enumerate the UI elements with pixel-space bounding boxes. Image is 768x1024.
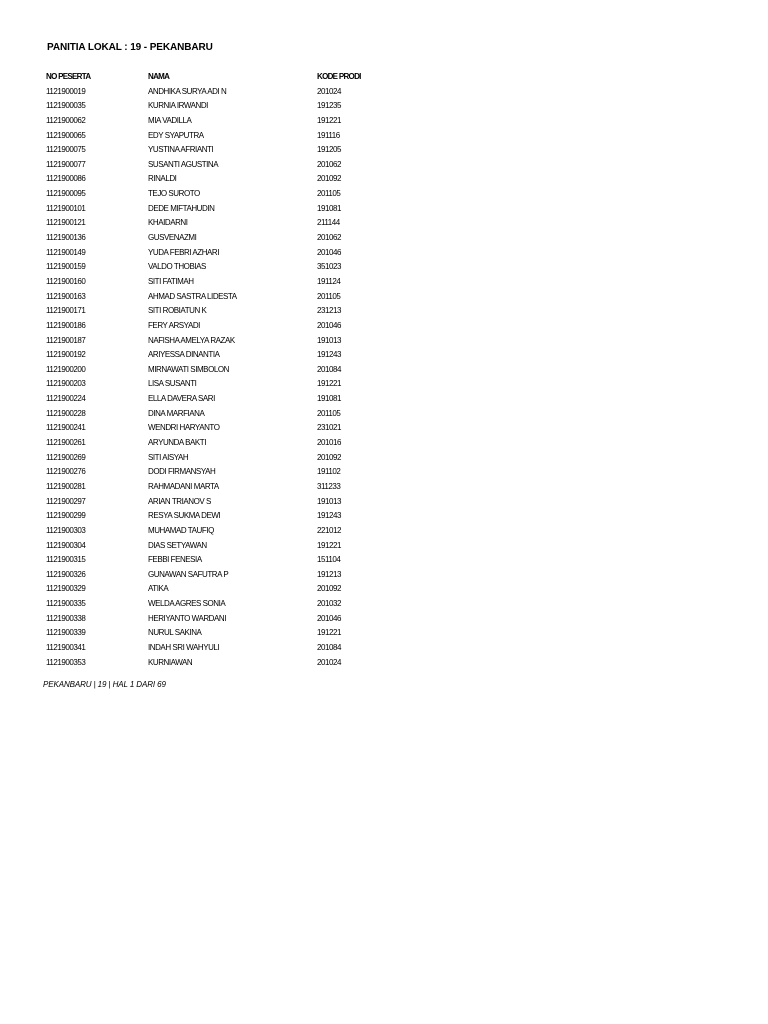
cell-kode-prodi: 201084 <box>317 642 341 652</box>
cell-kode-prodi: 191124 <box>317 276 341 286</box>
cell-no-peserta: 1121900281 <box>46 481 86 491</box>
table-row <box>46 495 406 510</box>
table-row <box>46 129 406 144</box>
table-row <box>46 421 406 436</box>
cell-no-peserta: 1121900203 <box>46 379 86 389</box>
cell-no-peserta: 1121900163 <box>46 291 86 301</box>
table-row <box>46 509 406 524</box>
cell-no-peserta: 1121900086 <box>46 174 86 184</box>
table-header-row <box>46 70 406 85</box>
cell-no-peserta: 1121900341 <box>46 642 86 652</box>
cell-nama: RESYA SUKMA DEWI <box>148 511 221 521</box>
cell-no-peserta: 1121900065 <box>46 130 86 140</box>
cell-nama: DINA MARFIANA <box>148 408 205 418</box>
table-row <box>46 568 406 583</box>
cell-nama: AHMAD SASTRA LIDESTA <box>148 291 237 301</box>
document-title: PANITIA LOKAL : 19 - PEKANBARU <box>47 42 213 53</box>
cell-nama: NAFISHA AMELYA RAZAK <box>148 335 235 345</box>
cell-no-peserta: 1121900187 <box>46 335 86 345</box>
cell-nama: SITI FATIMAH <box>148 276 194 286</box>
cell-nama: ELLA DAVERA SARI <box>148 394 215 404</box>
table-row <box>46 524 406 539</box>
cell-kode-prodi: 191013 <box>317 496 341 506</box>
table-row <box>46 304 406 319</box>
cell-kode-prodi: 191213 <box>317 569 341 579</box>
table-body <box>46 85 406 671</box>
cell-no-peserta: 1121900338 <box>46 613 86 623</box>
cell-kode-prodi: 211144 <box>317 218 340 228</box>
cell-nama: SUSANTI AGUSTINA <box>148 159 219 169</box>
cell-nama: ARYUNDA BAKTI <box>148 438 207 448</box>
cell-kode-prodi: 221012 <box>317 525 341 535</box>
cell-nama: LISA SUSANTI <box>148 379 197 389</box>
table-row <box>46 407 406 422</box>
cell-nama: SITI ROBIATUN K <box>148 306 207 316</box>
cell-no-peserta: 1121900186 <box>46 320 86 330</box>
cell-kode-prodi: 201092 <box>317 584 341 594</box>
cell-no-peserta: 1121900353 <box>46 657 86 667</box>
cell-no-peserta: 1121900297 <box>46 496 86 506</box>
cell-nama: MUHAMAD TAUFIQ <box>148 525 214 535</box>
cell-kode-prodi: 191243 <box>317 350 341 360</box>
cell-nama: DIAS SETYAWAN <box>148 540 207 550</box>
cell-kode-prodi: 201092 <box>317 174 341 184</box>
cell-no-peserta: 1121900035 <box>46 101 86 111</box>
table-row <box>46 246 406 261</box>
table-row <box>46 465 406 480</box>
cell-kode-prodi: 191081 <box>317 203 341 213</box>
cell-no-peserta: 1121900062 <box>46 115 86 125</box>
cell-kode-prodi: 351023 <box>317 262 341 272</box>
cell-no-peserta: 1121900224 <box>46 394 86 404</box>
cell-kode-prodi: 191221 <box>317 115 341 125</box>
cell-kode-prodi: 191013 <box>317 335 341 345</box>
table-row <box>46 451 406 466</box>
cell-nama: ARIAN TRIANOV S <box>148 496 211 506</box>
cell-kode-prodi: 311233 <box>317 481 341 491</box>
cell-kode-prodi: 201092 <box>317 452 341 462</box>
cell-no-peserta: 1121900241 <box>46 423 86 433</box>
table-row <box>46 260 406 275</box>
cell-no-peserta: 1121900019 <box>46 86 86 96</box>
cell-nama: KURNIA IRWANDI <box>148 101 208 111</box>
cell-kode-prodi: 201016 <box>317 438 341 448</box>
cell-nama: DEDE MIFTAHUDIN <box>148 203 215 213</box>
cell-nama: KURNIAWAN <box>148 657 193 667</box>
table-row <box>46 480 406 495</box>
cell-kode-prodi: 201062 <box>317 159 341 169</box>
cell-no-peserta: 1121900136 <box>46 233 86 243</box>
table-row <box>46 436 406 451</box>
table-row <box>46 597 406 612</box>
cell-kode-prodi: 191221 <box>317 379 341 389</box>
cell-kode-prodi: 201105 <box>317 408 341 418</box>
cell-no-peserta: 1121900276 <box>46 467 86 477</box>
cell-no-peserta: 1121900200 <box>46 364 86 374</box>
table-row <box>46 612 406 627</box>
cell-nama: RINALDI <box>148 174 177 184</box>
cell-kode-prodi: 191221 <box>317 540 341 550</box>
cell-no-peserta: 1121900326 <box>46 569 86 579</box>
cell-no-peserta: 1121900339 <box>46 628 86 638</box>
cell-nama: GUNAWAN SAFUTRA P <box>148 569 229 579</box>
table-row <box>46 231 406 246</box>
cell-nama: MIRNAWATI SIMBOLON <box>148 364 229 374</box>
cell-no-peserta: 1121900149 <box>46 247 86 257</box>
column-header-kode-prodi: KODE PRODI <box>317 72 361 81</box>
cell-no-peserta: 1121900329 <box>46 584 86 594</box>
cell-kode-prodi: 201046 <box>317 613 341 623</box>
cell-nama: VALDO THOBIAS <box>148 262 206 272</box>
cell-nama: INDAH SRI WAHYULI <box>148 642 220 652</box>
cell-kode-prodi: 231021 <box>317 423 341 433</box>
table-row <box>46 539 406 554</box>
table-row <box>46 114 406 129</box>
cell-no-peserta: 1121900192 <box>46 350 86 360</box>
page-footer: PEKANBARU | 19 | HAL 1 DARI 69 <box>43 680 166 689</box>
table-row <box>46 641 406 656</box>
cell-no-peserta: 1121900261 <box>46 438 86 448</box>
cell-kode-prodi: 191243 <box>317 511 341 521</box>
cell-no-peserta: 1121900160 <box>46 276 86 286</box>
participant-table <box>46 70 406 670</box>
table-row <box>46 582 406 597</box>
cell-no-peserta: 1121900095 <box>46 189 86 199</box>
cell-kode-prodi: 151104 <box>317 555 341 565</box>
cell-kode-prodi: 201105 <box>317 291 341 301</box>
cell-no-peserta: 1121900299 <box>46 511 86 521</box>
cell-nama: NURUL SAKINA <box>148 628 202 638</box>
table-row <box>46 392 406 407</box>
cell-nama: GUSVENAZMI <box>148 233 197 243</box>
cell-nama: KHAIDARNI <box>148 218 188 228</box>
cell-nama: TEJO SUROTO <box>148 189 200 199</box>
cell-nama: RAHMADANI MARTA <box>148 481 219 491</box>
cell-nama: MIA VADILLA <box>148 115 192 125</box>
cell-nama: DODI FIRMANSYAH <box>148 467 216 477</box>
cell-no-peserta: 1121900303 <box>46 525 86 535</box>
cell-no-peserta: 1121900077 <box>46 159 86 169</box>
cell-kode-prodi: 201105 <box>317 189 341 199</box>
cell-nama: FERY ARSYADI <box>148 320 200 330</box>
table-row <box>46 290 406 305</box>
table-row <box>46 172 406 187</box>
table-row <box>46 553 406 568</box>
cell-kode-prodi: 191205 <box>317 145 341 155</box>
table-row <box>46 99 406 114</box>
cell-nama: WELDA AGRES SONIA <box>148 599 226 609</box>
cell-kode-prodi: 191221 <box>317 628 341 638</box>
cell-nama: FEBBI FENESIA <box>148 555 202 565</box>
cell-no-peserta: 1121900171 <box>46 306 86 316</box>
cell-kode-prodi: 201084 <box>317 364 341 374</box>
table-row <box>46 348 406 363</box>
table-row <box>46 334 406 349</box>
cell-kode-prodi: 201024 <box>317 657 341 667</box>
cell-kode-prodi: 201024 <box>317 86 341 96</box>
table-row <box>46 656 406 671</box>
cell-no-peserta: 1121900121 <box>46 218 86 228</box>
table-row <box>46 158 406 173</box>
cell-kode-prodi: 201046 <box>317 247 341 257</box>
cell-kode-prodi: 191116 <box>317 130 340 140</box>
table-row <box>46 626 406 641</box>
cell-kode-prodi: 201032 <box>317 599 341 609</box>
cell-nama: HERIYANTO WARDANI <box>148 613 226 623</box>
table-row <box>46 319 406 334</box>
cell-nama: EDY SYAPUTRA <box>148 130 204 140</box>
cell-kode-prodi: 191081 <box>317 394 341 404</box>
cell-kode-prodi: 191235 <box>317 101 341 111</box>
cell-nama: YUDA FEBRI AZHARI <box>148 247 220 257</box>
table-row <box>46 275 406 290</box>
cell-nama: ARIYESSA DINANTIA <box>148 350 220 360</box>
cell-kode-prodi: 201062 <box>317 233 341 243</box>
cell-no-peserta: 1121900228 <box>46 408 86 418</box>
table-row <box>46 377 406 392</box>
cell-no-peserta: 1121900101 <box>46 203 86 213</box>
cell-no-peserta: 1121900335 <box>46 599 86 609</box>
column-header-nama: NAMA <box>148 72 170 81</box>
cell-no-peserta: 1121900269 <box>46 452 86 462</box>
cell-no-peserta: 1121900075 <box>46 145 86 155</box>
table-row <box>46 85 406 100</box>
table-row <box>46 187 406 202</box>
cell-kode-prodi: 201046 <box>317 320 341 330</box>
cell-kode-prodi: 191102 <box>317 467 341 477</box>
table-row <box>46 202 406 217</box>
table-row <box>46 143 406 158</box>
cell-nama: ATIKA <box>148 584 169 594</box>
cell-no-peserta: 1121900159 <box>46 262 86 272</box>
cell-nama: YUSTINA AFRIANTI <box>148 145 214 155</box>
cell-nama: WENDRI HARYANTO <box>148 423 220 433</box>
cell-no-peserta: 1121900315 <box>46 555 86 565</box>
cell-kode-prodi: 231213 <box>317 306 341 316</box>
cell-no-peserta: 1121900304 <box>46 540 86 550</box>
table-row <box>46 216 406 231</box>
cell-nama: SITI AISYAH <box>148 452 189 462</box>
table-row <box>46 363 406 378</box>
column-header-no-peserta: NO PESERTA <box>46 72 91 81</box>
cell-nama: ANDHIKA SURYA ADI N <box>148 86 227 96</box>
